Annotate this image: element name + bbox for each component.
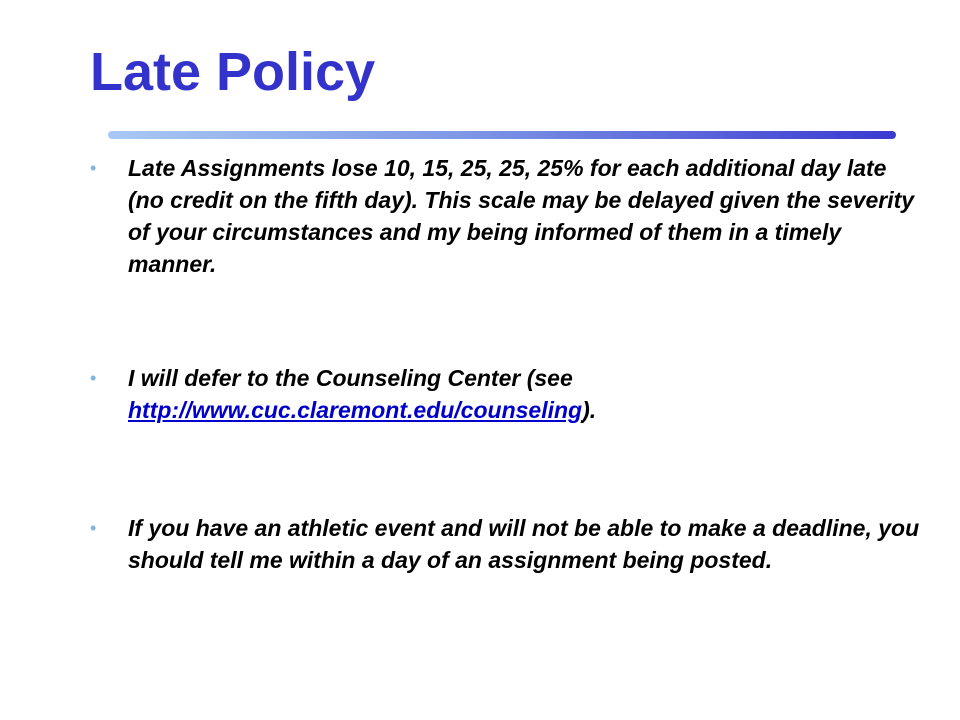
bullet-text: Late Assignments lose 10, 15, 25, 25, 25% for each additional day late (no credit on the fifth day). This scale may be delayed given the severity of your circumstances and my being informed of them in a timely manner.: [128, 155, 915, 277]
bullet-text-after-link: ).: [582, 397, 597, 423]
bullet-dot-icon: •: [90, 518, 97, 538]
bullet-text-before-link: I will defer to the Counseling Center (see: [128, 365, 573, 391]
bullet-text: [128, 362, 928, 426]
bullet-item-athletic-event: [90, 512, 930, 576]
bullet-dot-icon: •: [90, 368, 97, 388]
bullet-item-late-assignments: [90, 152, 930, 280]
counseling-center-link[interactable]: http://www.cuc.claremont.edu/counseling: [128, 397, 583, 423]
bullet-text: If you have an athletic event and will not be able to make a deadline, you should tell me within a day of an assignment being posted.: [128, 515, 920, 573]
title-underline-rule: [108, 131, 896, 139]
bullet-item-counseling-center: [90, 362, 930, 426]
slide-title: Late Policy: [90, 42, 376, 102]
bullet-dot-icon: •: [90, 158, 97, 178]
